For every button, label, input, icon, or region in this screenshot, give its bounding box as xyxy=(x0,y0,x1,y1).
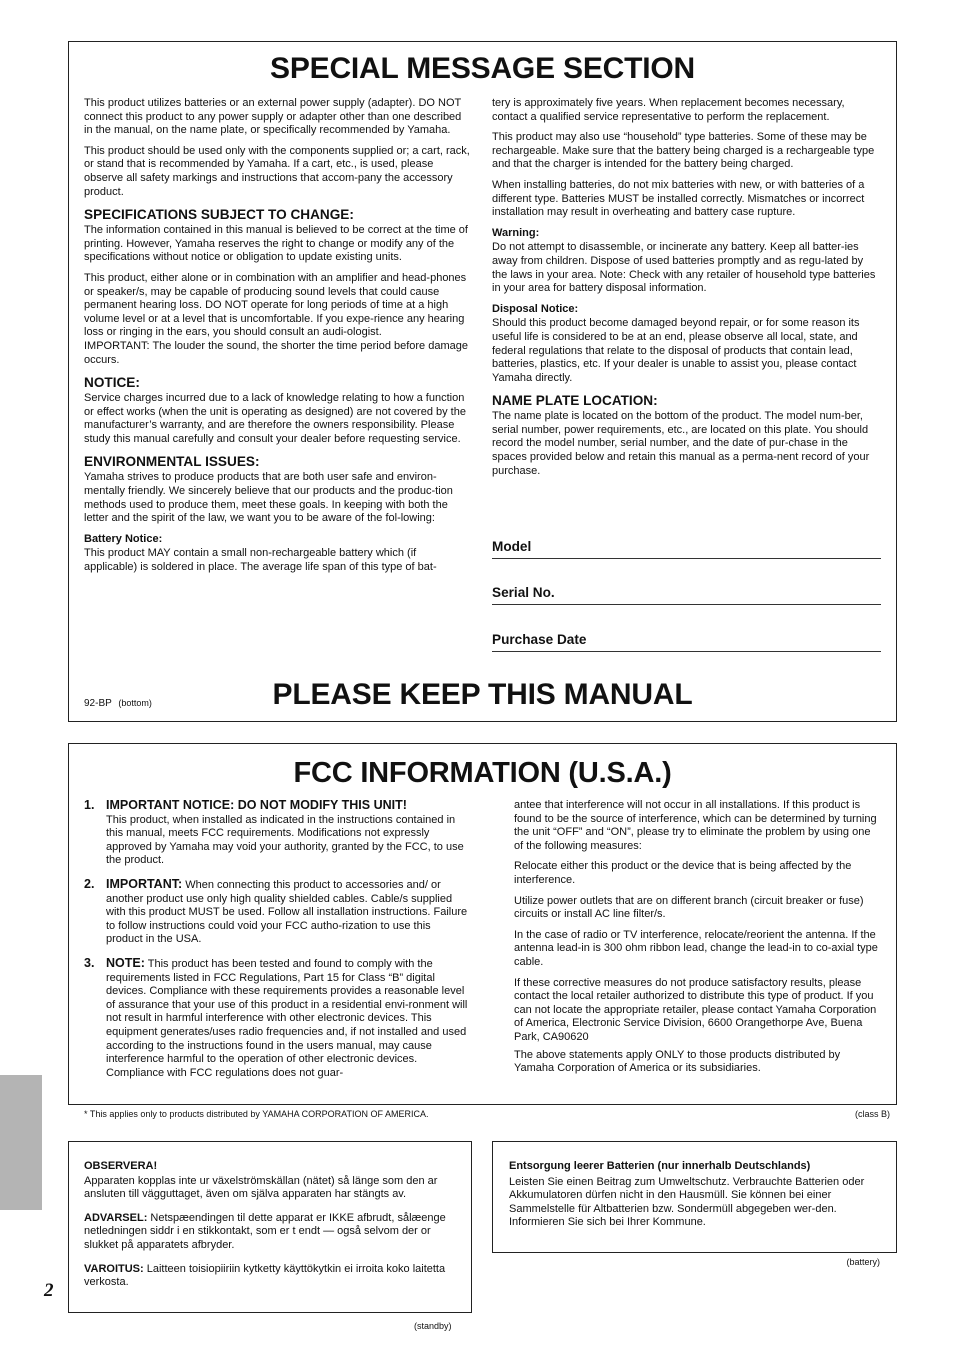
fcc-item-3-label: NOTE: xyxy=(106,955,145,970)
page-number: 2 xyxy=(44,1280,54,1301)
purchase-date-field[interactable] xyxy=(492,632,881,652)
battery-notice-paragraph: This product MAY contain a small non-rechargeable battery which (if applicable) is soldered in place. The average life span of this type of bat- xyxy=(84,547,437,574)
fcc-right-paragraph-6: The above statements apply ONLY to those products distributed by Yamaha Corporation of America or its subsidiaries. xyxy=(514,1048,841,1075)
fcc-item-3: 3. NOTE: This product has been tested and found to comply with the requirements listed in FCC Regulations, Part 15 for Class “B” digital devices. Compliance with these requirements provides a reasonable level of assurance that your use of this product in a residential envi-ronment will not result in harmful interference with other electronic devices. This equipment generates/uses radio frequencies and, if not installed and used according to the instructions found in the users manual, may cause interference harmful to the operation of other electronic devices. Compliance with FCC regulations does not guar- xyxy=(84,955,468,1079)
battery-disposal-paragraph: Leisten Sie einen Beitrag zum Umweltschutz. Verbrauchte Batterien oder Akkumulatoren dürfen nicht in den Hausmüll. Sie können bei einer Sammelstelle für Altbatterien bzw. Sondermüll abgegeben wer-den. Informieren Sie sich bei Ihrer Kommune. xyxy=(509,1175,865,1229)
disposal-heading: Disposal Notice: xyxy=(492,302,579,315)
spec-paragraph-1: The information contained in this manual is believed to be correct at the time of printing. However, Yamaha reserves the right to change or modify any of the specifications without notice or obligation to update existing units. xyxy=(84,224,468,264)
fcc-information-box xyxy=(68,743,897,1105)
product-code: 92-BP (bottom) xyxy=(84,698,152,709)
serial-number-label: Serial No. xyxy=(492,585,555,600)
notice-paragraph: Service charges incurred due to a lack of knowledge relating to how a function or effect works (when the unit is operating as designed) are not covered by the manufacturer’s warranty, and are therefore the owners responsibility. Please study this manual carefully and consult your dealer before requesting service. xyxy=(84,392,466,445)
fcc-footnote: * This applies only to products distributed by YAMAHA CORPORATION OF AMERICA. xyxy=(84,1109,429,1119)
components-paragraph: This product should be used only with the components supplied or; a cart, rack, or stand that is recommended by Yamaha. If a cart, etc., is used, please observe all safety markings and instructions that accom-pany the accessory product. xyxy=(84,144,470,198)
household-battery-paragraph: This product may also use “household” type batteries. Some of these may be rechargeable. Make sure that the battery being charged is a rechargeable type and that the charger is intended for the battery being charged. xyxy=(492,131,875,171)
spec-paragraph-3: IMPORTANT: The louder the sound, the shorter the time period before damage occurs. xyxy=(84,339,468,366)
fcc-right-paragraph-5: If these corrective measures do not produce satisfactory results, please contact the local retailer authorized to distribute this type of product. If you can not locate the appropriate retailer, please contact Yamaha Corporation of America, Electronic Service Division, 6600 Orangethorpe Ave, Buena Park, CA90620 xyxy=(514,976,877,1043)
notice-heading: NOTICE: xyxy=(84,375,140,391)
serial-number-field[interactable] xyxy=(492,585,881,605)
fcc-right-paragraph-1: antee that interference will not occur in all installations. If this product is found to be the source of interference, which can be determined by turning the unit “OFF” and “ON”, please try to eliminate the problem by using one of the following measures: xyxy=(514,799,877,852)
fcc-item-2-label: IMPORTANT: xyxy=(106,876,183,891)
special-message-title: SPECIAL MESSAGE SECTION xyxy=(270,52,695,85)
fcc-right-column xyxy=(514,799,881,1083)
spec-paragraph-2: This product, either alone or in combination with an amplifier and head-phones or speaker/s, may be capable of producing sound levels that could cause permanent hearing loss. DO NOT operate for long periods of time at a high volume level or at a level that is uncomfortable. If you expe-rience any hearing loss or ringing in the ears, you should consult an audi-ologist. xyxy=(84,271,467,339)
fcc-right-paragraph-3: Utilize power outlets that are on different branch (circuit breaker or fuse) circuits or install AC line filter/s. xyxy=(514,894,864,921)
fcc-item-2: 2. IMPORTANT: When connecting this product to accessories and/ or another product use only high quality shielded cables. Cable/s supplied with this product MUST be used. Follow all installation instructions. Failure to follow instructions could void your FCC autho-rization to use this product in the USA. xyxy=(84,876,468,946)
standby-notice-box xyxy=(68,1141,472,1313)
fcc-title: FCC INFORMATION (U.S.A.) xyxy=(293,757,672,789)
battery-notice-heading: Battery Notice: xyxy=(84,532,163,545)
fcc-item-1-text: This product, when installed as indicated in the instructions contained in this manual, meets FCC requirements. Modifications not expressly approved by Yamaha may void your authority, granted by the FCC, to use the product. xyxy=(106,813,464,867)
fcc-item-1-label: IMPORTANT NOTICE: DO NOT MODIFY THIS UNIT! xyxy=(106,798,407,812)
observera-heading: OBSERVERA! xyxy=(84,1160,158,1172)
warning-heading: Warning: xyxy=(492,226,540,239)
fcc-item-1: 1. IMPORTANT NOTICE: DO NOT MODIFY THIS UNIT! This product, when installed as indicated in the instructions contained in this manual, meets FCC requirements. Modifications not expressly approved by Yamaha may void your authority, granted by the FCC, to use the product. xyxy=(84,799,470,868)
battery-note: (battery) xyxy=(846,1257,880,1267)
nameplate-heading: NAME PLATE LOCATION: xyxy=(492,393,658,409)
side-tab xyxy=(0,1075,42,1210)
battery-life-paragraph: tery is approximately five years. When replacement becomes necessary, contact a qualified service representative to perform the replacement. xyxy=(492,97,845,123)
nameplate-paragraph: The name plate is located on the bottom of the product. The model num-ber, serial number, power requirements, etc., are located on this plate. You should record the model number, serial number, and the date of pur-chase in the spaces provided below and retain this manual as a perma-nent record of your purchase. xyxy=(492,410,870,477)
keep-manual-title: PLEASE KEEP THIS MANUAL xyxy=(272,678,693,711)
environmental-paragraph: Yamaha strives to produce products that are both user safe and environ-mentally friendly. We sincerely believe that our products and the produc-tion methods used to produce them, meet these goals. In keeping with both the letter and the spirit of the law, we want you to be aware of the fol-lowing: xyxy=(84,471,453,525)
standby-note: (standby) xyxy=(414,1321,452,1331)
environmental-heading: ENVIRONMENTAL ISSUES: xyxy=(84,454,260,470)
disposal-paragraph: Should this product become damaged beyond repair, or for some reason its useful life is considered to be at an end, please observe all local, state, and federal regulations that relate to the disposal of products that contain lead, batteries, plastics, etc. If your dealer is unable to assist you, please contact Yamaha directly. xyxy=(492,317,860,384)
warning-paragraph: Do not attempt to disassemble, or incinerate any battery. Keep all batter-ies away from children. Dispose of used batteries promptly and as regu-lated by the laws in your area. Note: Check with any retailer of household type batteries in your area for battery disposal information. xyxy=(492,241,876,295)
fcc-left-column xyxy=(84,799,470,1090)
spec-heading: SPECIFICATIONS SUBJECT TO CHANGE: xyxy=(84,207,354,223)
installing-battery-paragraph: When installing batteries, do not mix batteries with new, or with batteries of a different type. Batteries MUST be installed correctly. Mismatches or incorrect installation may result in overheating and battery case rupture. xyxy=(492,178,865,219)
special-left-column xyxy=(84,97,470,582)
battery-disposal-heading: Entsorgung leerer Batterien (nur innerhalb Deutschlands) xyxy=(509,1160,811,1172)
fcc-right-paragraph-2: Relocate either this product or the device that is being affected by the interference. xyxy=(514,860,852,886)
purchase-date-label: Purchase Date xyxy=(492,632,587,647)
varoitus-paragraph: VAROITUS: Laitteen toisiopiiriin kytketty käyttökytkin ei irroita koko laitetta verkosta. xyxy=(84,1262,446,1289)
fcc-right-paragraph-4: In the case of radio or TV interference, relocate/reorient the antenna. If the antenna lead-in is 300 ohm ribbon lead, change the lead-in to co-axial type cable. xyxy=(514,928,878,968)
fcc-item-3-text: This product has been tested and found to comply with the requirements listed in FCC Regulations, Part 15 for Class “B” digital devices. Compliance with these requirements provides a reasonable level of assurance that your use of this product in a residential envi-ronment will not result in harmful interference with other electronic devices. This equipment generates/uses radio frequencies and, if not installed and used according to the instructions found in the users manual, may cause interference harmful to the operation of other electronic devices. Compliance with FCC regulations does not guar- xyxy=(106,957,468,1079)
model-label: Model xyxy=(492,539,532,554)
special-right-column xyxy=(492,97,881,485)
model-field[interactable] xyxy=(492,539,881,559)
fcc-class-note: (class B) xyxy=(854,1109,890,1119)
power-supply-paragraph: This product utilizes batteries or an external power supply (adapter). DO NOT connect this product to any power supply or adapter other than one described in the manual, on the name plate, or specifically recommended by Yamaha. xyxy=(84,97,462,137)
fcc-item-2-text: When connecting this product to accessories and/ or another product use only high quality shielded cables. Cable/s supplied with this product MUST be used. Follow all installation instructions. Failure to follow instructions could void your FCC autho-rization to use this product in the USA. xyxy=(106,878,468,946)
observera-paragraph: Apparaten kopplas inte ur växelströmskällan (nätet) så länge som den ar ansluten till vägguttaget, även om själva apparaten har stängts av. xyxy=(84,1174,438,1201)
battery-disposal-box xyxy=(492,1141,897,1253)
advarsel-paragraph: ADVARSEL: Netspæendingen til dette apparat er IKKE afbrudt, sålæenge netledningen siddr i en stikkontakt, som er t endt — også selvom der or slukket på apparatets afbryder. xyxy=(84,1211,446,1251)
special-message-box xyxy=(68,41,897,722)
